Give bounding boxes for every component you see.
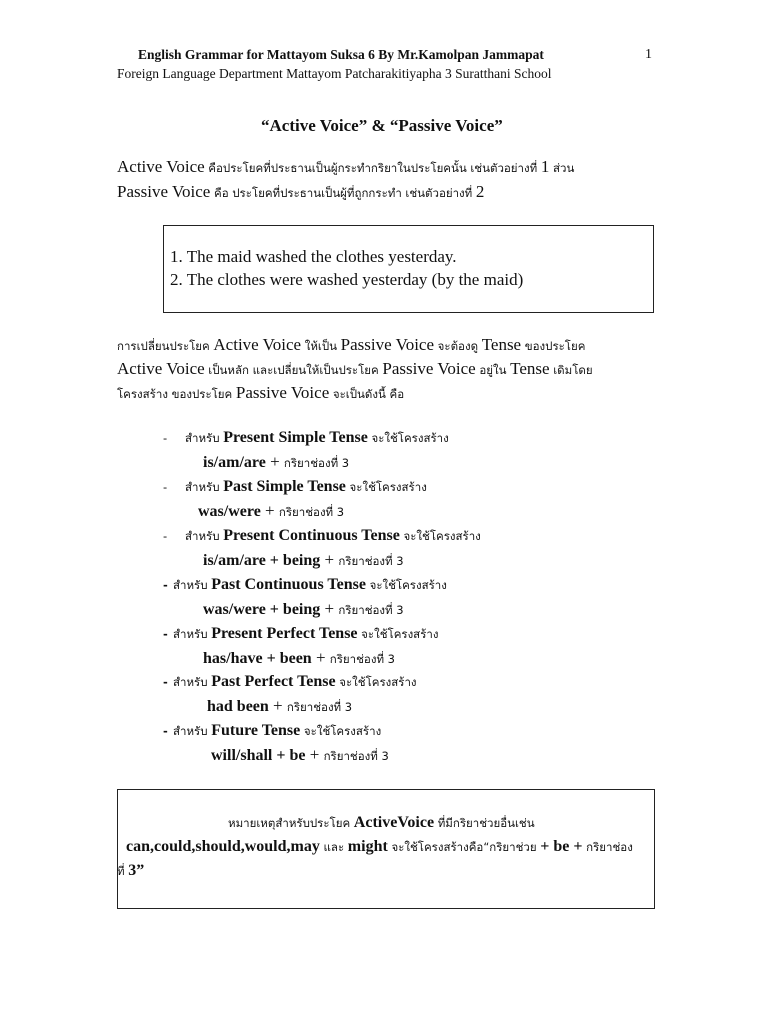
para-text: ของประโยค [521,339,586,353]
page-heading: “Active Voice” & “Passive Voice” [261,116,503,135]
formula-verb: กริยาช่องที่ 3 [278,505,345,519]
passive-num: 2 [475,182,485,201]
formula: was/were + being [203,601,321,618]
tense-rule [163,527,481,546]
bullet: - [163,724,168,738]
para-text: อยู่ใน [475,363,511,377]
tense-formula: has/have + been + กริยาช่องที่ 3 [203,648,395,667]
bullet: - [163,627,168,641]
tense-formula: had been + กริยาช่องที่ 3 [207,696,353,715]
tense-formula: is/am/are + กริยาช่องที่ 3 [203,452,350,471]
bullet: - [163,431,168,445]
tense-formula: is/am/are + being + กริยาช่องที่ 3 [203,550,404,569]
tense-pre: สำหรับ [185,431,224,445]
para-term: Passive Voice [235,383,330,402]
note-term: ActiveVoice [353,814,435,831]
examples-box [163,225,654,313]
para-text: จะต้องดู [434,339,482,353]
para-text: โครงสร้าง ของประโยค [117,387,236,401]
tense-pre: สำหรับ [185,529,224,543]
passive-term: Passive Voice [117,182,211,201]
note-term: can,could,should,would,may [126,838,320,855]
paragraph-line-3 [117,383,404,404]
bullet: - [163,480,168,494]
passive-text: คือ ประโยคที่ประธานเป็นผู้ที่ถูกกระทำ เช่นตัวอย่างที่ [210,186,476,200]
para-text: จะเป็นดังนี้ คือ [329,387,405,401]
example-2: 2. The clothes were washed yesterday (by the maid) [170,270,524,289]
tense-post: จะใช้โครงสร้าง [357,627,439,641]
note-line-2 [126,838,633,857]
tense-rule [163,478,427,497]
tense-rule [163,576,447,595]
para-term: Tense [510,359,550,378]
active-num: 1 [540,157,550,176]
paragraph-line-2 [117,359,593,380]
tense-post: จะใช้โครงสร้าง [367,431,449,445]
bullet: - [163,675,168,689]
note-text: และ [319,840,348,854]
note-text: หมายเหตุสำหรับประโยค [228,816,354,830]
formula-verb: กริยาช่องที่ 3 [323,749,389,763]
tense-post: จะใช้โครงสร้าง [399,529,481,543]
bullet: - [163,578,168,592]
para-term: Tense [481,335,522,354]
tense-formula: will/shall + be + กริยาช่องที่ 3 [211,745,389,764]
tense-name: Present Simple Tense [223,429,368,446]
page-number: 1 [645,47,652,62]
para-text: การเปลี่ยนประโยค [117,339,214,353]
tense-name: Past Perfect Tense [211,673,336,690]
active-tail: ส่วน [549,161,575,175]
formula-verb: กริยาช่องที่ 3 [283,456,350,470]
para-term: Passive Voice [340,335,435,354]
para-term: Active Voice [213,335,302,354]
tense-pre: สำหรับ [173,578,212,592]
example-1: 1. The maid washed the clothes yesterday. [170,247,457,266]
header-title: English Grammar for Mattayom Suksa 6 By Mr.Kamolpan Jammapat [138,47,544,62]
tense-name: Future Tense [211,722,301,739]
tense-formula: was/were + กริยาช่องที่ 3 [198,501,345,520]
tense-post: จะใช้โครงสร้าง [345,480,427,494]
tense-pre: สำหรับ [185,480,224,494]
tense-rule [163,429,449,448]
formula-verb: กริยาช่องที่ 3 [286,700,353,714]
tense-formula: was/were + being + กริยาช่องที่ 3 [203,599,404,618]
tense-name: Present Continuous Tense [223,527,400,544]
tense-post: จะใช้โครงสร้าง [335,675,417,689]
paragraph-line-1 [117,335,585,356]
tense-rule [163,673,417,692]
note-term: + be + [540,838,583,855]
formula-verb: กริยาช่องที่ 3 [329,652,395,666]
active-definition [117,157,574,178]
para-term: Passive Voice [382,359,476,378]
formula-verb: กริยาช่องที่ 3 [338,554,404,568]
note-term: 3” [128,862,145,879]
para-text: เดิมโดย [549,363,593,377]
note-text: ที่ [117,864,129,878]
para-text: ให้เป็น [301,339,341,353]
note-text: จะใช้โครงสร้างคือ“กริยาช่วย [387,840,541,854]
active-text: คือประโยคที่ประธานเป็นผู้กระทำกริยาในประโยคนั้น เช่นตัวอย่างที่ [204,161,541,175]
tense-rule [163,625,438,644]
tense-post: จะใช้โครงสร้าง [300,724,382,738]
note-line-1 [228,814,535,833]
formula: was/were [198,503,261,520]
tense-name: Past Simple Tense [223,478,346,495]
tense-pre: สำหรับ [173,724,212,738]
tense-pre: สำหรับ [173,675,212,689]
tense-post: จะใช้โครงสร้าง [365,578,447,592]
active-term: Active Voice [117,157,205,176]
formula: is/am/are + being [203,552,321,569]
formula: had been [207,698,269,715]
note-text: ที่มีกริยาช่วยอื่นเช่น [434,816,535,830]
note-text: กริยาช่อง [582,840,633,854]
formula: is/am/are [203,454,266,471]
note-term: might [347,838,388,855]
tense-name: Past Continuous Tense [211,576,366,593]
para-text: เป็นหลัก และเปลี่ยนให้เป็นประโยค [204,363,383,377]
para-term: Active Voice [117,359,205,378]
formula-verb: กริยาช่องที่ 3 [338,603,404,617]
note-line-3 [117,862,144,881]
formula: will/shall + be [211,747,306,764]
tense-pre: สำหรับ [173,627,212,641]
tense-name: Present Perfect Tense [211,625,358,642]
tense-rule [163,722,381,741]
formula: has/have + been [203,650,312,667]
bullet: - [163,529,168,543]
header-subtitle: Foreign Language Department Mattayom Patcharakitiyapha 3 Suratthani School [117,66,552,81]
passive-definition [117,182,484,203]
